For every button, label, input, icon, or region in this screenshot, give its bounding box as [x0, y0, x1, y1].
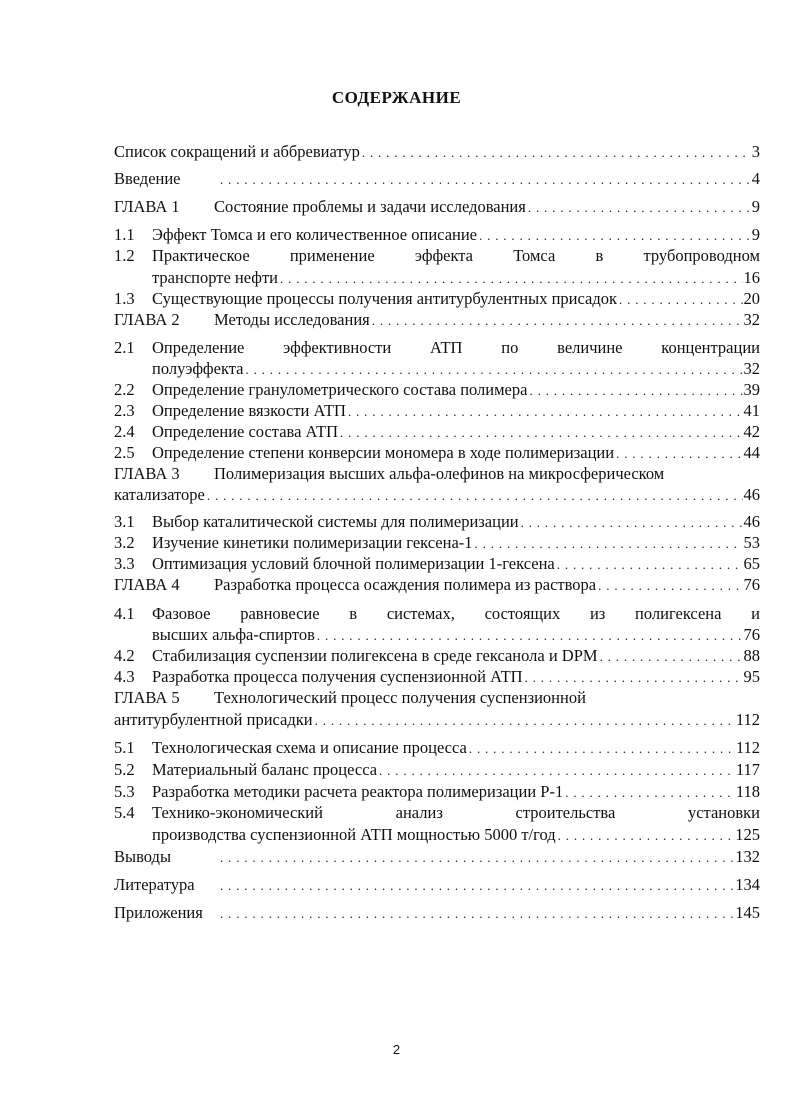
- toc-entry-label: Состояние проблемы и задачи исследования: [214, 197, 526, 216]
- toc-entry-label: Методы исследования: [214, 310, 370, 329]
- dot-leader: [207, 485, 743, 507]
- toc-section-number: 2.5: [114, 443, 135, 462]
- toc-section-number: 1.1: [114, 225, 135, 244]
- toc-entry-label: Разработка методики расчета реактора полимеризации Р-1: [152, 782, 564, 801]
- toc-chapter-entry: [114, 196, 760, 218]
- toc-section-number: 3.3: [114, 554, 135, 573]
- toc-entry-label: Фазовое равновесие в системах, состоящих из полигексена и: [152, 604, 760, 623]
- toc-section-number: 3.2: [114, 533, 135, 552]
- dot-leader: [245, 359, 742, 381]
- toc-chapter-entry: [114, 463, 760, 485]
- toc-entry-label: Технологическая схема и описание процесса: [152, 738, 467, 757]
- toc-section-entry: [114, 245, 760, 267]
- dot-leader: [479, 225, 751, 247]
- dot-leader: [220, 903, 734, 925]
- toc-entry-label: Определение состава АТП: [152, 422, 339, 441]
- toc-entry-label: Стабилизация суспензии полигексена в среде гексанола и DPM: [152, 646, 598, 665]
- dot-leader: [372, 310, 743, 332]
- toc-section-number: 1.2: [114, 246, 135, 265]
- toc-section-entry: [114, 645, 760, 667]
- toc-entry-continuation: [114, 624, 760, 646]
- toc-section-entry: [114, 511, 760, 533]
- dot-leader: [529, 380, 742, 402]
- dot-leader: [616, 443, 742, 465]
- toc-entry-label: Определение вязкости АТП: [152, 401, 346, 420]
- toc-section-number: 1.3: [114, 289, 135, 308]
- toc-section-number: 2.4: [114, 422, 135, 441]
- toc-entry-label: Разработка процесса получения суспензионной АТП: [152, 667, 523, 686]
- toc-entry-continuation: [114, 267, 760, 289]
- toc-entry-label: Выводы: [114, 847, 172, 866]
- dot-leader: [558, 825, 735, 847]
- toc-section-number: 5.1: [114, 738, 135, 757]
- toc-entry-page: 16: [743, 268, 760, 287]
- toc-section-number: 5.2: [114, 760, 135, 779]
- toc-entry-page: 112: [735, 710, 760, 729]
- toc-entry-continuation: [114, 358, 760, 380]
- toc-chapter-number: ГЛАВА 3: [114, 464, 180, 483]
- toc-section-entry: [114, 421, 760, 443]
- page-number: 2: [392, 1042, 401, 1057]
- toc-entry-label: Полимеризация высших альфа-олефинов на микросферическом: [214, 464, 665, 483]
- toc-section-number: 2.3: [114, 401, 135, 420]
- toc-section-entry: [114, 759, 760, 781]
- toc-section-entry: [114, 379, 760, 401]
- toc-chapter-number: ГЛАВА 2: [114, 310, 180, 329]
- toc-entry-page: 145: [735, 903, 760, 922]
- dot-leader: [619, 289, 743, 311]
- dot-leader: [348, 401, 743, 423]
- toc-entry-page: 76: [743, 625, 760, 644]
- dot-leader: [469, 738, 735, 760]
- toc-section-entry: [114, 737, 760, 759]
- toc-entry: [114, 902, 760, 924]
- toc-entry-label: Приложения: [114, 903, 203, 922]
- toc-section-number: 4.3: [114, 667, 135, 686]
- toc-chapter-number: ГЛАВА 1: [114, 197, 180, 216]
- dot-leader: [220, 847, 734, 869]
- dot-leader: [521, 512, 743, 534]
- toc-entry-page: 39: [743, 380, 760, 399]
- toc-section-entry: [114, 288, 760, 310]
- toc-section-entry: [114, 337, 760, 359]
- toc-section-entry: [114, 781, 760, 803]
- toc-section-number: 5.3: [114, 782, 135, 801]
- toc-entry-label: Выбор каталитической системы для полимеризации: [152, 512, 519, 531]
- toc-section-number: 2.1: [114, 338, 135, 357]
- toc-entry-page: 117: [735, 760, 760, 779]
- toc-entry-page: 20: [743, 289, 760, 308]
- dot-leader: [525, 667, 743, 689]
- toc-entry-page: 88: [743, 646, 760, 665]
- toc-chapter-number: ГЛАВА 4: [114, 575, 180, 594]
- toc-entry-page: 112: [735, 738, 760, 757]
- dot-leader: [317, 625, 743, 647]
- toc-entry-label: полуэффекта: [152, 359, 244, 378]
- dot-leader: [315, 710, 735, 732]
- toc-entry-page: 134: [735, 875, 760, 894]
- toc-entry-label: Материальный баланс процесса: [152, 760, 378, 779]
- toc-entry-label: Введение: [114, 169, 181, 188]
- toc-entry-page: 46: [743, 485, 760, 504]
- toc-entry-label: Список сокращений и аббревиатур: [114, 142, 360, 161]
- toc-section-number: 5.4: [114, 803, 135, 822]
- toc-entry-page: 3: [751, 142, 760, 161]
- toc-section-number: 4.1: [114, 604, 135, 623]
- toc-section-entry: [114, 802, 760, 824]
- dot-leader: [600, 646, 743, 668]
- dot-leader: [280, 268, 743, 290]
- dot-leader: [528, 197, 751, 219]
- toc-entry-label: Технико-экономический анализ строительства установки: [152, 803, 760, 822]
- toc-section-entry: [114, 224, 760, 246]
- toc-section-entry: [114, 603, 760, 625]
- toc-entry-page: 41: [743, 401, 760, 420]
- dot-leader: [565, 782, 735, 804]
- toc-section-number: 2.2: [114, 380, 135, 399]
- toc-entry-page: 42: [743, 422, 760, 441]
- dot-leader: [362, 142, 751, 164]
- toc-entry-continuation: [114, 824, 760, 846]
- toc-entry-label: Изучение кинетики полимеризации гексена-1: [152, 533, 473, 552]
- toc-chapter-entry: [114, 574, 760, 596]
- toc-entry-page: 95: [743, 667, 760, 686]
- toc-entry-label: Определение гранулометрического состава полимера: [152, 380, 528, 399]
- toc-entry-label: Оптимизация условий блочной полимеризации 1-гексена: [152, 554, 555, 573]
- toc-section-number: 4.2: [114, 646, 135, 665]
- toc-entry-label: катализаторе: [114, 485, 205, 504]
- toc-chapter-number: ГЛАВА 5: [114, 688, 180, 707]
- toc-entry-label: транспорте нефти: [152, 268, 278, 287]
- toc-section-entry: [114, 666, 760, 688]
- toc-entry-label: Технологический процесс получения суспензионной: [214, 688, 586, 707]
- toc-entry-continuation: [114, 484, 760, 506]
- toc-entry-label: высших альфа-спиртов: [152, 625, 315, 644]
- toc-entry-page: 32: [743, 359, 760, 378]
- dot-leader: [557, 554, 743, 576]
- toc-entry-page: 76: [743, 575, 760, 594]
- toc-entry: [114, 141, 760, 163]
- toc-entry: [114, 846, 760, 868]
- dot-leader: [598, 575, 742, 597]
- toc-entry-page: 9: [751, 197, 760, 216]
- toc-entry: [114, 874, 760, 896]
- toc-chapter-entry: [114, 687, 760, 709]
- toc-entry-page: 118: [735, 782, 760, 801]
- toc-entry-page: 46: [743, 512, 760, 531]
- toc-entry-page: 44: [743, 443, 760, 462]
- toc-entry-label: производства суспензионной АТП мощностью 5000 т/год: [152, 825, 556, 844]
- dot-leader: [220, 875, 734, 897]
- dot-leader: [220, 169, 751, 191]
- toc-entry-page: 65: [743, 554, 760, 573]
- toc-entry-page: 9: [751, 225, 760, 244]
- toc-section-number: 3.1: [114, 512, 135, 531]
- dot-leader: [379, 760, 735, 782]
- dot-leader: [340, 422, 742, 444]
- toc-entry-label: Существующие процессы получения антитурбулентных присадок: [152, 289, 617, 308]
- dot-leader: [475, 533, 743, 555]
- toc-section-entry: [114, 442, 760, 464]
- toc-section-entry: [114, 400, 760, 422]
- toc-entry-page: 132: [735, 847, 760, 866]
- toc-entry-label: Эффект Томса и его количественное описание: [152, 225, 477, 244]
- toc-entry-page: 53: [743, 533, 760, 552]
- toc-entry-label: Практическое применение эффекта Томса в трубопроводном: [152, 246, 760, 265]
- toc-entry-label: Определение эффективности АТП по величине концентрации: [152, 338, 760, 357]
- toc-entry-label: Определение степени конверсии мономера в ходе полимеризации: [152, 443, 615, 462]
- toc-entry-label: Литература: [114, 875, 195, 894]
- toc-entry-page: 4: [751, 169, 760, 188]
- page-title: СОДЕРЖАНИЕ: [331, 88, 462, 107]
- toc-entry-page: 32: [743, 310, 760, 329]
- toc-entry-label: антитурбулентной присадки: [114, 710, 313, 729]
- toc-chapter-entry: [114, 309, 760, 331]
- toc-section-entry: [114, 532, 760, 554]
- toc-entry: [114, 168, 760, 190]
- toc-entry-label: Разработка процесса осаждения полимера из раствора: [214, 575, 597, 594]
- toc-entry-page: 125: [735, 825, 760, 844]
- toc-section-entry: [114, 553, 760, 575]
- toc-entry-continuation: [114, 709, 760, 731]
